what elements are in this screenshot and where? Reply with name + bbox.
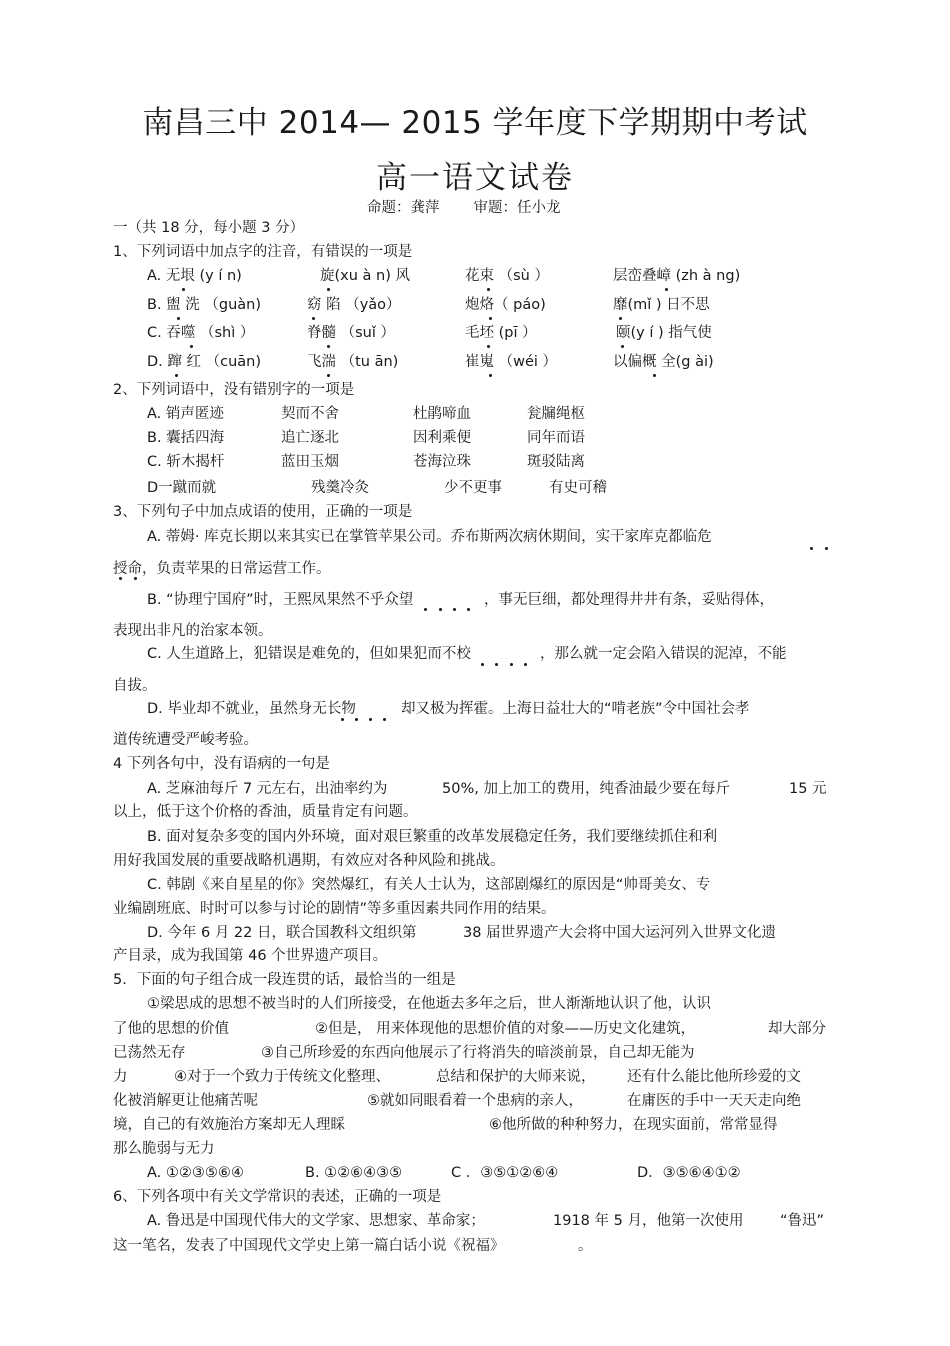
q5-line2b: ②但是， 用来体现他的思想价值的对象——历史文化建筑， xyxy=(315,1021,696,1037)
q5-line2a: 了他的思想的价值 xyxy=(113,1021,229,1037)
emphasis-dot xyxy=(621,345,624,348)
emphasis-dot xyxy=(524,663,527,666)
q3-c-line1b: ，那么就一定会陷入错误的泥淖，不能 xyxy=(540,646,787,662)
q2-a-2: 契而不舍 xyxy=(281,406,339,422)
q6-stem: 6、下列各项中有关文学常识的表述，正确的一项是 xyxy=(113,1189,442,1205)
emphasis-dot xyxy=(487,288,490,291)
q5-line5b: ⑤就如同眼看着一个患病的亲人， xyxy=(367,1093,583,1109)
q2-c-1: C. 斩木揭杆 xyxy=(147,454,225,470)
q4-c-line2: 业编剧班底、时时可以参与讨论的剧情”等多重因素共同作用的结果。 xyxy=(113,901,556,917)
emphasis-dot xyxy=(327,345,330,348)
q4-a-line1c: 15 元 xyxy=(789,781,827,797)
q3-b-line1b: ，事无巨细，都处理得井井有条，妥贴得体， xyxy=(484,592,774,608)
q2-d-4: 有史可稽 xyxy=(549,480,607,496)
q5-line2c: 却大部分 xyxy=(768,1021,826,1037)
q5-line5a: 化被消解更让他痛苦呢 xyxy=(113,1093,258,1109)
q3-d-line1a: D. 毕业却不就业，虽然身无长物 xyxy=(147,701,356,717)
q5-line6b: ⑥他所做的种种努力，在现实面前，常常显得 xyxy=(489,1117,778,1133)
q2-a-1: A. 销声匿迹 xyxy=(147,406,224,422)
q1-c-2: 脊髓 （suǐ ） xyxy=(307,325,395,341)
q1-b-4: 靡(mǐ ) 日不思 xyxy=(613,297,710,313)
author-line xyxy=(367,196,595,217)
q5-line3b: ③自己所珍爱的东西向他展示了行将消失的暗淡前景，自己却无能为 xyxy=(261,1045,695,1061)
q4-b-line1: B. 面对复杂多变的国内外环境，面对艰巨繁重的改革发展稳定任务，我们要继续抓住和利 xyxy=(147,829,718,845)
q5-line4c: 总结和保护的大师来说， xyxy=(436,1069,596,1085)
emphasis-dot xyxy=(177,317,180,320)
q6-a-line1c: “鲁迅” xyxy=(780,1213,825,1229)
q2-d-1: D一蹴而就 xyxy=(147,480,217,496)
emphasis-dot xyxy=(312,317,315,320)
emphasis-dot xyxy=(182,288,185,291)
q5-line4d: 还有什么能比他所珍爱的文 xyxy=(627,1069,801,1085)
q2-b-2: 追亡逐北 xyxy=(281,430,339,446)
emphasis-dot xyxy=(383,718,386,721)
q5-option-d: D．③⑤⑥④①② xyxy=(637,1165,741,1181)
q1-a-4: 层峦叠嶂 (zh à ng) xyxy=(613,268,741,284)
q2-d-2: 残羹冷灸 xyxy=(311,480,369,496)
q1-a-3: 花束 （sù ） xyxy=(465,268,549,284)
emphasis-dot xyxy=(341,718,344,721)
q5-option-c: C ．③⑤①②⑥④ xyxy=(451,1165,559,1181)
q2-a-3: 杜鹃啼血 xyxy=(413,406,471,422)
q3-c-line2: 自拔。 xyxy=(113,678,157,694)
q3-d-line1b: 却又极为挥霍。上海日益壮大的“啃老族”令中国社会孝 xyxy=(401,701,750,717)
q1-a-2: 旋(xu à n) 风 xyxy=(320,268,410,284)
q4-stem: 4 下列各句中，没有语病的一句是 xyxy=(113,756,330,772)
q3-stem: 3、下列句子中加点成语的使用，正确的一项是 xyxy=(113,504,413,520)
q2-d-3: 少不更事 xyxy=(444,480,502,496)
q5-option-b: B. ①②⑥④③⑤ xyxy=(305,1165,403,1181)
q1-c-1: C. 吞噬 （shì ） xyxy=(147,325,255,341)
q2-a-4: 瓮牖绳枢 xyxy=(527,406,585,422)
author: 命题：龚萍 xyxy=(367,200,440,216)
q3-d-line2: 道传统遭受严峻考验。 xyxy=(113,732,258,748)
q4-a-line1b: 50%, 加上加工的费用，纯香油最少要在每斤 xyxy=(442,781,730,797)
q2-b-1: B. 囊括四海 xyxy=(147,430,225,446)
q5-line7: 那么脆弱与无力 xyxy=(113,1141,215,1157)
page-title: 南昌三中 2014— 2015 学年度下学期期中考试 xyxy=(142,105,808,141)
q2-b-4: 同年而语 xyxy=(527,430,585,446)
emphasis-dot xyxy=(495,663,498,666)
q1-stem: 1、下列词语中加点字的注音，有错误的一项是 xyxy=(113,244,413,260)
q3-b-line2: 表现出非凡的治家本领。 xyxy=(113,623,273,639)
emphasis-dot xyxy=(134,577,137,580)
q5-line4b: ④对于一个致力于传统文化整理、 xyxy=(174,1069,390,1085)
q1-b-2: 窈 陷 （yǎo） xyxy=(307,297,401,313)
q3-a-line1: A. 蒂姆· 库克长期以来其实已在掌管苹果公司。乔布斯两次病休期间，实干家库克都临危 xyxy=(147,529,712,545)
q4-d-line1a: D. 今年 6 月 22 日，联合国教科文组织第 xyxy=(147,925,417,941)
emphasis-dot xyxy=(190,345,193,348)
emphasis-dot xyxy=(119,577,122,580)
emphasis-dot xyxy=(653,374,656,377)
emphasis-dot xyxy=(467,608,470,611)
emphasis-dot xyxy=(175,374,178,377)
q5-option-a: A. ①②③⑤⑥④ xyxy=(147,1165,244,1181)
emphasis-dot xyxy=(369,718,372,721)
q6-a-line2a: 这一笔名，发表了中国现代文学史上第一篇白话小说《祝福》 xyxy=(113,1238,505,1254)
q4-b-line2: 用好我国发展的重要战略机遇期，有效应对各种风险和挑战。 xyxy=(113,853,505,869)
emphasis-dot xyxy=(489,374,492,377)
q5-line4a: 力 xyxy=(113,1069,128,1085)
section-heading: 一（共 18 分，每小题 3 分） xyxy=(113,220,305,236)
q1-c-3: 毛坯 (pī ） xyxy=(465,325,537,341)
emphasis-dot xyxy=(481,663,484,666)
q5-line1: ①梁思成的思想不被当时的人们所接受，在他逝去多年之后，世人渐渐地认识了他，认识 xyxy=(147,996,711,1012)
emphasis-dot xyxy=(453,608,456,611)
q1-b-3: 炮烙（ páo) xyxy=(465,297,546,313)
emphasis-dot xyxy=(439,608,442,611)
q1-a-1: A. 无垠 (y í n) xyxy=(147,268,242,284)
q6-a-line1b: 1918 年 5 月，他第一次使用 xyxy=(553,1213,744,1229)
q1-d-1: D. 蹿 红 （cuān) xyxy=(147,354,261,370)
emphasis-dot xyxy=(665,288,668,291)
q2-b-3: 因利乘便 xyxy=(413,430,471,446)
emphasis-dot xyxy=(619,317,622,320)
q1-d-2: 飞湍 （tu ān) xyxy=(307,354,399,370)
emphasis-dot xyxy=(424,608,427,611)
q3-a-line2: 授命，负责苹果的日常运营工作。 xyxy=(113,561,331,577)
emphasis-dot xyxy=(327,288,330,291)
page-subtitle: 高一语文试卷 xyxy=(376,160,574,196)
q2-c-2: 蓝田玉烟 xyxy=(281,454,339,470)
q1-d-4: 以偏概 全(g ài) xyxy=(613,354,714,370)
reviewer: 审题：任小龙 xyxy=(473,200,561,216)
q4-a-line2: 以上，低于这个价格的香油，质量肯定有问题。 xyxy=(113,804,418,820)
emphasis-dot xyxy=(487,345,490,348)
emphasis-dot xyxy=(825,547,828,550)
emphasis-dot xyxy=(489,317,492,320)
q5-stem: 5．下面的句子组合成一段连贯的话，最恰当的一组是 xyxy=(113,972,456,988)
emphasis-dot xyxy=(327,374,330,377)
q1-b-1: B. 盥 洗 （guàn) xyxy=(147,297,262,313)
q1-d-3: 崔嵬 （wéi ） xyxy=(465,354,558,370)
q3-c-line1a: C. 人生道路上，犯错误是难免的，但如果犯而不校 xyxy=(147,646,471,662)
q4-d-line1b: 38 届世界遗产大会将中国大运河列入世界文化遗 xyxy=(463,925,777,941)
q2-c-3: 苍海泣珠 xyxy=(413,454,471,470)
q6-a-line2b: 。 xyxy=(578,1238,593,1254)
q2-c-4: 斑驳陆离 xyxy=(527,454,585,470)
q4-d-line2: 产目录，成为我国第 46 个世界遗产项目。 xyxy=(113,948,388,964)
q5-line6a: 境，自己的有效施治方案却无人理睬 xyxy=(113,1117,345,1133)
q5-line3a: 已荡然无存 xyxy=(113,1045,186,1061)
q4-a-line1a: A. 芝麻油每斤 7 元左右，出油率约为 xyxy=(147,781,388,797)
q4-c-line1: C. 韩剧《来自星星的你》突然爆红，有关人士认为，这部剧爆红的原因是“帅哥美女、专 xyxy=(147,877,711,893)
q5-line5c: 在庸医的手中一天天走向绝 xyxy=(627,1093,801,1109)
emphasis-dot xyxy=(355,718,358,721)
q1-c-4: 颐(y í ) 指气使 xyxy=(616,325,712,341)
emphasis-dot xyxy=(510,663,513,666)
q3-b-line1a: B. “协理宁国府”时，王熙凤果然不乎众望 xyxy=(147,592,414,608)
q2-stem: 2、下列词语中，没有错别字的一项是 xyxy=(113,382,355,398)
emphasis-dot xyxy=(810,547,813,550)
q6-a-line1a: A. 鲁迅是中国现代伟大的文学家、思想家、革命家； xyxy=(147,1213,485,1229)
